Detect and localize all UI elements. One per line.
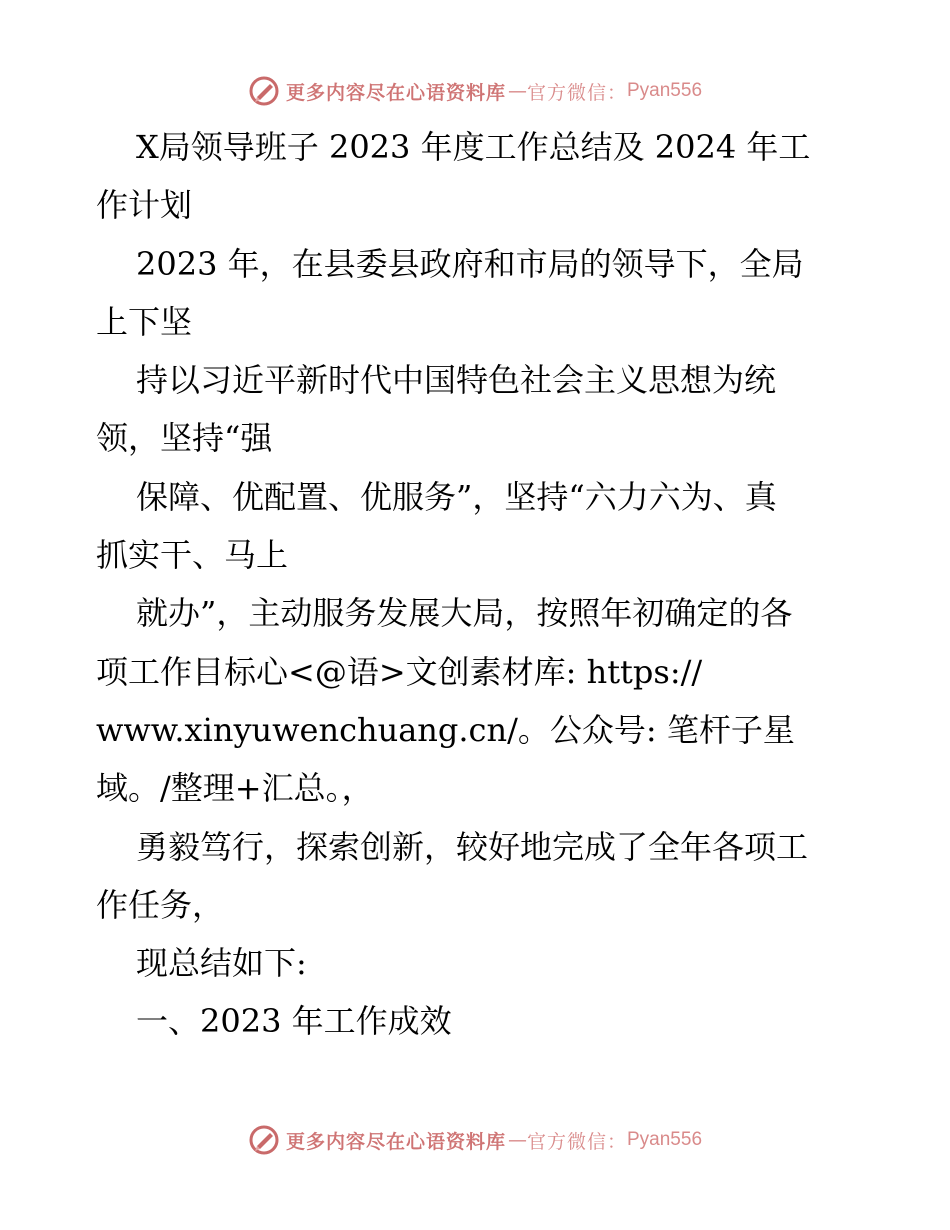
paragraph-line: 2023 年，在县委县政府和市局的领导下，全局 [136,244,804,283]
pen-logo-icon [248,1124,280,1156]
watermark-account: Pyan556 [627,1129,703,1150]
watermark-brand: 更多内容尽在心语资料库 [285,1130,506,1153]
title-line-1: X局领导班子 2023 年度工作总结及 2024 年工 [136,128,811,166]
watermark-dash: — [507,1129,525,1151]
watermark-brand: 更多内容尽在心语资料库 [285,81,506,104]
watermark-contact-label: 官方微信： [526,1130,627,1153]
paragraph-line: 域。/整理+汇总。， [96,769,374,808]
paragraph-line: 保障、优配置、优服务”，坚持“六力六为、真 [136,477,777,516]
paragraph-line: 现总结如下: [136,944,307,983]
paragraph-line: www.xinyuwenchuang.cn/。公众号: 笔杆子星 [96,710,795,749]
document-body [96,118,856,1051]
section-heading: 一、2023 年工作成效 [136,1002,452,1041]
title-line-2: 作计划 [96,186,193,225]
paragraph-line: 就办”，主动服务发展大局，按照年初确定的各 [136,594,793,633]
watermark-header [0,71,950,111]
paragraph-line: 抓实干、马上 [96,536,289,575]
paragraph-line: 作任务， [96,885,225,924]
watermark-footer [0,1120,950,1160]
paragraph-line: 领，坚持“强 [96,419,273,458]
watermark-contact-label: 官方微信： [526,81,627,104]
watermark-dash: — [507,80,525,102]
paragraph-line: 勇毅笃行，探索创新，较好地完成了全年各项工 [136,827,809,866]
pen-logo-icon [248,75,280,107]
paragraph-line: 持以习近平新时代中国特色社会主义思想为统 [136,361,777,400]
paragraph-line: 上下坚 [96,302,193,341]
watermark-account: Pyan556 [627,80,703,101]
paragraph-line: 项工作目标心<@语>文创素材库: https:// [96,652,703,691]
